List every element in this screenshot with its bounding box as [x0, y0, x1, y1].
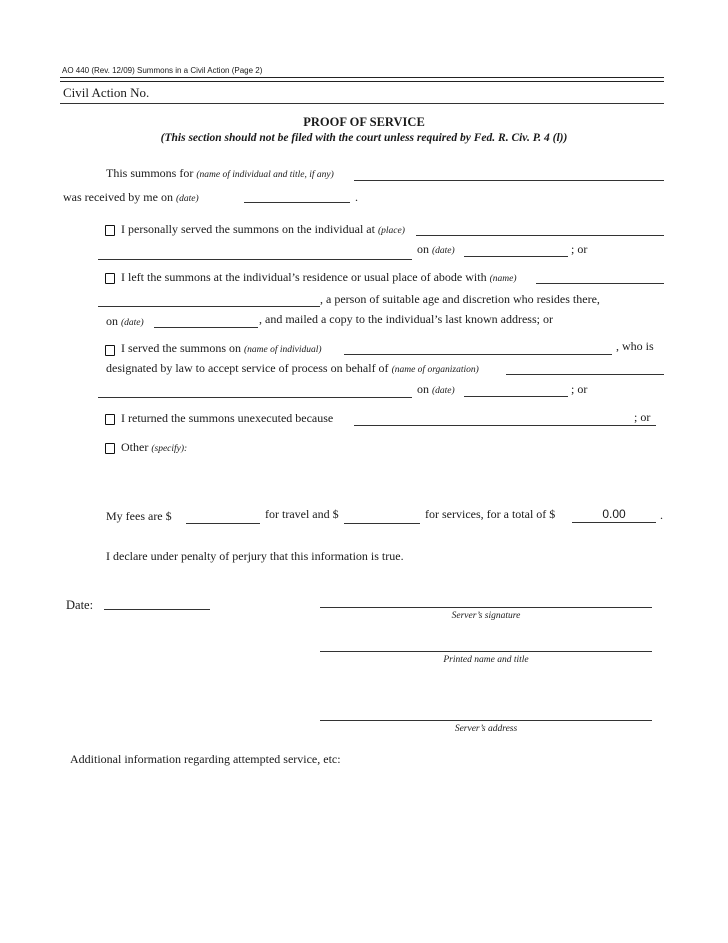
fees-label: My fees are $	[106, 509, 172, 523]
date-hint: (date)	[175, 194, 199, 204]
on-text: on	[106, 314, 118, 328]
date-hint: (date)	[121, 318, 144, 328]
designated-service-checkbox[interactable]	[105, 345, 115, 356]
designated-service-label	[121, 341, 322, 356]
date-hint: (date)	[432, 246, 455, 256]
designated-or: ; or	[571, 382, 588, 396]
personal-service-checkbox[interactable]	[105, 225, 115, 236]
unexecuted-checkbox[interactable]	[105, 414, 115, 425]
received-period: .	[355, 190, 358, 204]
name-hint: (name)	[489, 274, 517, 284]
specify-hint: (specify):	[151, 444, 188, 454]
services-label: for services, for a total of $	[425, 507, 556, 521]
date-hint: (date)	[432, 386, 455, 396]
personal-place-field[interactable]	[416, 235, 664, 236]
header-rule-bottom	[60, 81, 664, 82]
designated-name-field[interactable]	[344, 354, 612, 355]
unexecuted-label: I returned the summons unexecuted because	[121, 411, 334, 425]
designated-org-field-2[interactable]	[98, 397, 412, 398]
declaration-text: I declare under penalty of perjury that this information is true.	[106, 549, 404, 563]
other-checkbox[interactable]	[105, 443, 115, 454]
other-label	[121, 440, 187, 455]
total-fee-field	[572, 522, 656, 523]
travel-fee-field[interactable]	[186, 523, 260, 524]
residence-on-label	[106, 314, 144, 329]
residence-date-field[interactable]	[154, 327, 258, 328]
summons-for-field[interactable]	[354, 180, 664, 181]
form-id: AO 440 (Rev. 12/09) Summons in a Civil Action (Page 2)	[62, 66, 263, 75]
designated-org-field[interactable]	[506, 374, 664, 375]
personal-place-field-2[interactable]	[98, 259, 412, 260]
residence-name-field-2[interactable]	[98, 306, 320, 307]
server-address-caption: Server’s address	[454, 724, 518, 734]
received-label	[63, 190, 199, 205]
server-signature-field[interactable]	[320, 607, 652, 608]
additional-info-label: Additional information regarding attempted service, etc:	[70, 752, 341, 766]
residence-person-text: , a person of suitable age and discretion who resides there,	[320, 292, 600, 306]
summons-for-label	[106, 166, 334, 181]
name-hint: (name of individual and title, if any)	[196, 170, 334, 180]
unexecuted-or: ; or	[634, 410, 651, 424]
designated-service-text: I served the summons on	[121, 341, 241, 355]
personal-date-field[interactable]	[464, 256, 568, 257]
received-text: was received by me on	[63, 190, 173, 204]
other-text: Other	[121, 440, 149, 454]
received-date-field[interactable]	[244, 202, 350, 203]
place-hint: (place)	[377, 226, 405, 236]
personal-service-text: I personally served the summons on the individual at	[121, 222, 375, 236]
personal-on-label	[417, 242, 455, 257]
residence-service-text: I left the summons at the individual’s residence or usual place of abode with	[121, 270, 487, 284]
date-field[interactable]	[104, 609, 210, 610]
on-text: on	[417, 242, 429, 256]
page-subtitle: (This section should not be filed with the court unless required by Fed. R. Civ. P. 4 (l))	[160, 132, 568, 144]
civil-action-label: Civil Action No.	[63, 85, 150, 100]
printed-name-field[interactable]	[320, 651, 652, 652]
residence-name-field[interactable]	[536, 283, 664, 284]
printed-name-caption: Printed name and title	[443, 655, 529, 665]
date-label: Date:	[66, 598, 94, 612]
organization-hint: (name of organization)	[391, 365, 479, 375]
designated-by-law-label	[106, 361, 479, 376]
designated-date-field[interactable]	[464, 396, 568, 397]
unexecuted-reason-field[interactable]	[354, 425, 656, 426]
header-rule-top	[60, 77, 664, 78]
server-address-field[interactable]	[320, 720, 652, 721]
designated-by-law-text: designated by law to accept service of process on behalf of	[106, 361, 389, 375]
fees-period: .	[660, 508, 663, 522]
page-title: PROOF OF SERVICE	[303, 115, 425, 129]
case-number-field[interactable]	[60, 103, 664, 104]
on-text: on	[417, 382, 429, 396]
residence-service-checkbox[interactable]	[105, 273, 115, 284]
designated-on-label	[417, 382, 455, 397]
services-fee-field[interactable]	[344, 523, 420, 524]
personal-or: ; or	[571, 242, 588, 256]
personal-service-label	[121, 222, 405, 237]
residence-service-label	[121, 270, 516, 285]
total-fee-value[interactable]: 0.00	[602, 507, 626, 521]
name-hint: (name of individual)	[243, 345, 322, 355]
designated-who-is: , who is	[616, 339, 654, 353]
summons-for-text: This summons for	[106, 166, 194, 180]
travel-label: for travel and $	[265, 507, 339, 521]
residence-mailed-text: , and mailed a copy to the individual’s last known address; or	[259, 312, 553, 326]
server-signature-caption: Server’s signature	[451, 611, 521, 621]
